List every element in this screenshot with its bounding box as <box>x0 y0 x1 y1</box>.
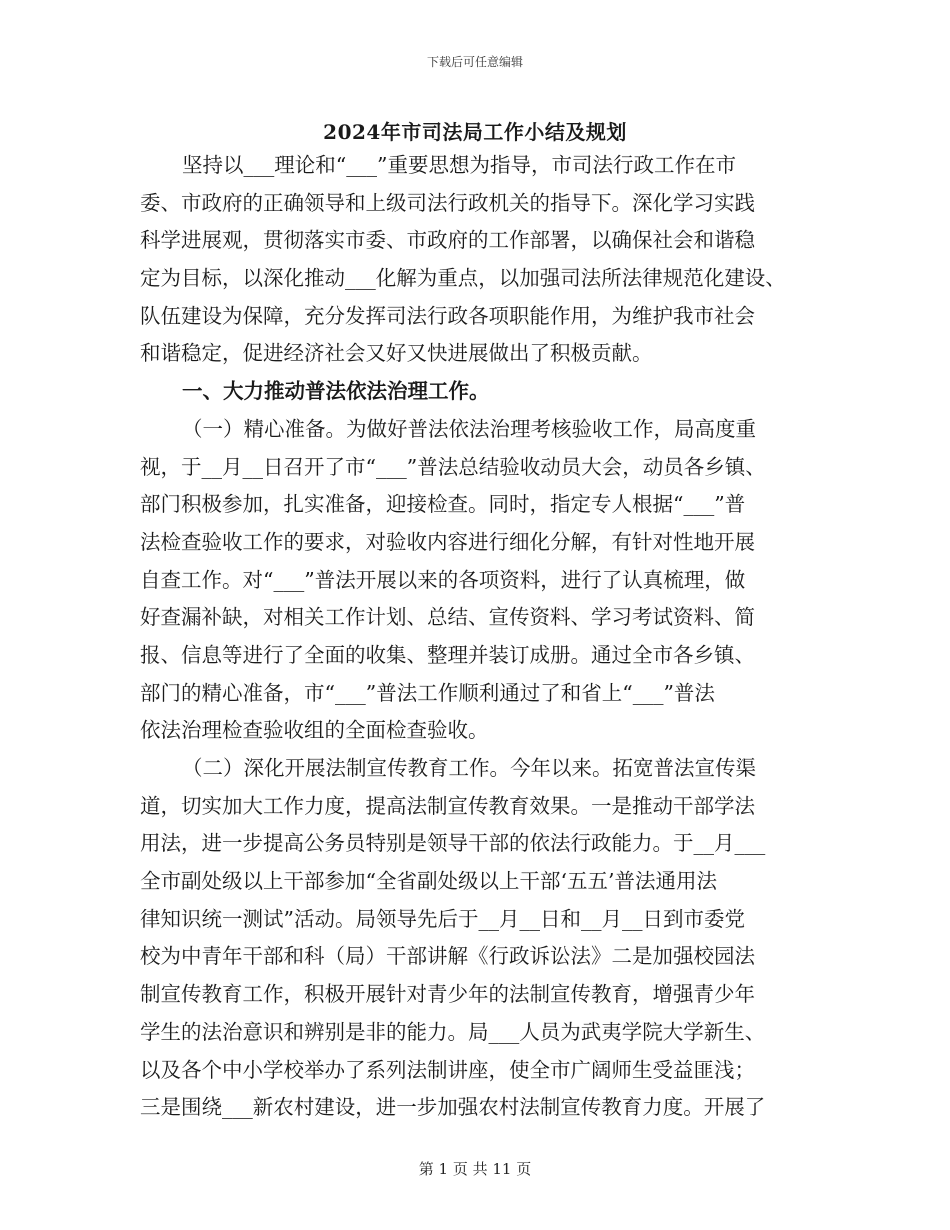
paragraph-line: 好查漏补缺，对相关工作计划、总结、宣传资料、学习考试资料、简 <box>140 605 755 630</box>
paragraph-line: 用法，进一步提高公务员特别是领导干部的依法行政能力。于__月___ <box>140 831 766 856</box>
document-title: 2024年市司法局工作小结及规划 <box>323 120 627 144</box>
paragraph-line: 科学进展观，贯彻落实市委、市政府的工作部署，以确保社会和谐稳 <box>140 228 755 253</box>
paragraph-line: （一）精心准备。为做好普法依法治理考核验收工作，局高度重 <box>182 416 756 441</box>
paragraph-line: 部门的精心准备，市“___”普法工作顺利通过了和省上“___”普法 <box>140 680 715 705</box>
paragraph-line: 律知识统一测试”活动。局领导先后于__月__日和__月__日到市委党 <box>140 906 745 931</box>
paragraph-line: 队伍建设为保障，充分发挥司法行政各项职能作用，为维护我市社会 <box>140 303 755 328</box>
document-body <box>140 147 830 1127</box>
paragraph-line: 部门积极参加，扎实准备，迎接检查。同时，指定专人根据“___”普 <box>140 492 746 517</box>
paragraph-line: 自查工作。对“___”普法开展以来的各项资料，进行了认真梳理，做 <box>140 567 746 592</box>
page-header: 下载后可任意编辑 <box>426 55 523 69</box>
paragraph-line: 法检查验收工作的要求，对验收内容进行细化分解，有针对性地开展 <box>140 529 755 554</box>
section-heading: 一、大力推动普法依法治理工作。 <box>182 379 490 404</box>
page-number: 第 1 页 共 11 页 <box>418 1160 532 1178</box>
paragraph-line: 道，切实加大工作力度，提高法制宣传教育效果。一是推动干部学法 <box>140 793 755 818</box>
paragraph-line: （二）深化开展法制宣传教育工作。今年以来。拓宽普法宣传渠 <box>182 756 756 780</box>
paragraph-line: 三是围绕___新农村建设，进一步加强农村法制宣传教育力度。开展了 <box>140 1095 766 1120</box>
paragraph-line: 定为目标，以深化推动___化解为重点，以加强司法所法律规范化建设、 <box>140 266 786 291</box>
paragraph-line: 报、信息等进行了全面的收集、整理并装订成册。通过全市各乡镇、 <box>140 642 755 667</box>
paragraph-line: 以及各个中小学校举办了系列法制讲座，使全市广阔师生受益匪浅； <box>140 1057 755 1082</box>
paragraph-line: 视，于__月__日召开了市“___”普法总结验收动员大会，动员各乡镇、 <box>140 454 766 479</box>
paragraph-line: 依法治理检查验收组的全面检查验收。 <box>140 718 489 743</box>
paragraph-line: 校为中青年干部和科（局）干部讲解《行政诉讼法》二是加强校园法 <box>140 944 755 969</box>
paragraph-line: 学生的法治意识和辨别是非的能力。局___人员为武夷学院大学新生、 <box>140 1019 766 1044</box>
paragraph-line: 委、市政府的正确领导和上级司法行政机关的指导下。深化学习实践 <box>140 190 755 215</box>
paragraph-line: 全市副处级以上干部参加“全省副处级以上干部‘五五’普法通用法 <box>140 869 718 894</box>
paragraph-line: 制宣传教育工作，积极开展针对青少年的法制宣传教育，增强青少年 <box>140 982 755 1007</box>
paragraph-line: 和谐稳定，促进经济社会又好又快进展做出了积极贡献。 <box>140 341 653 366</box>
paragraph-line: 坚持以___理论和“___”重要思想为指导，市司法行政工作在市 <box>182 153 736 177</box>
